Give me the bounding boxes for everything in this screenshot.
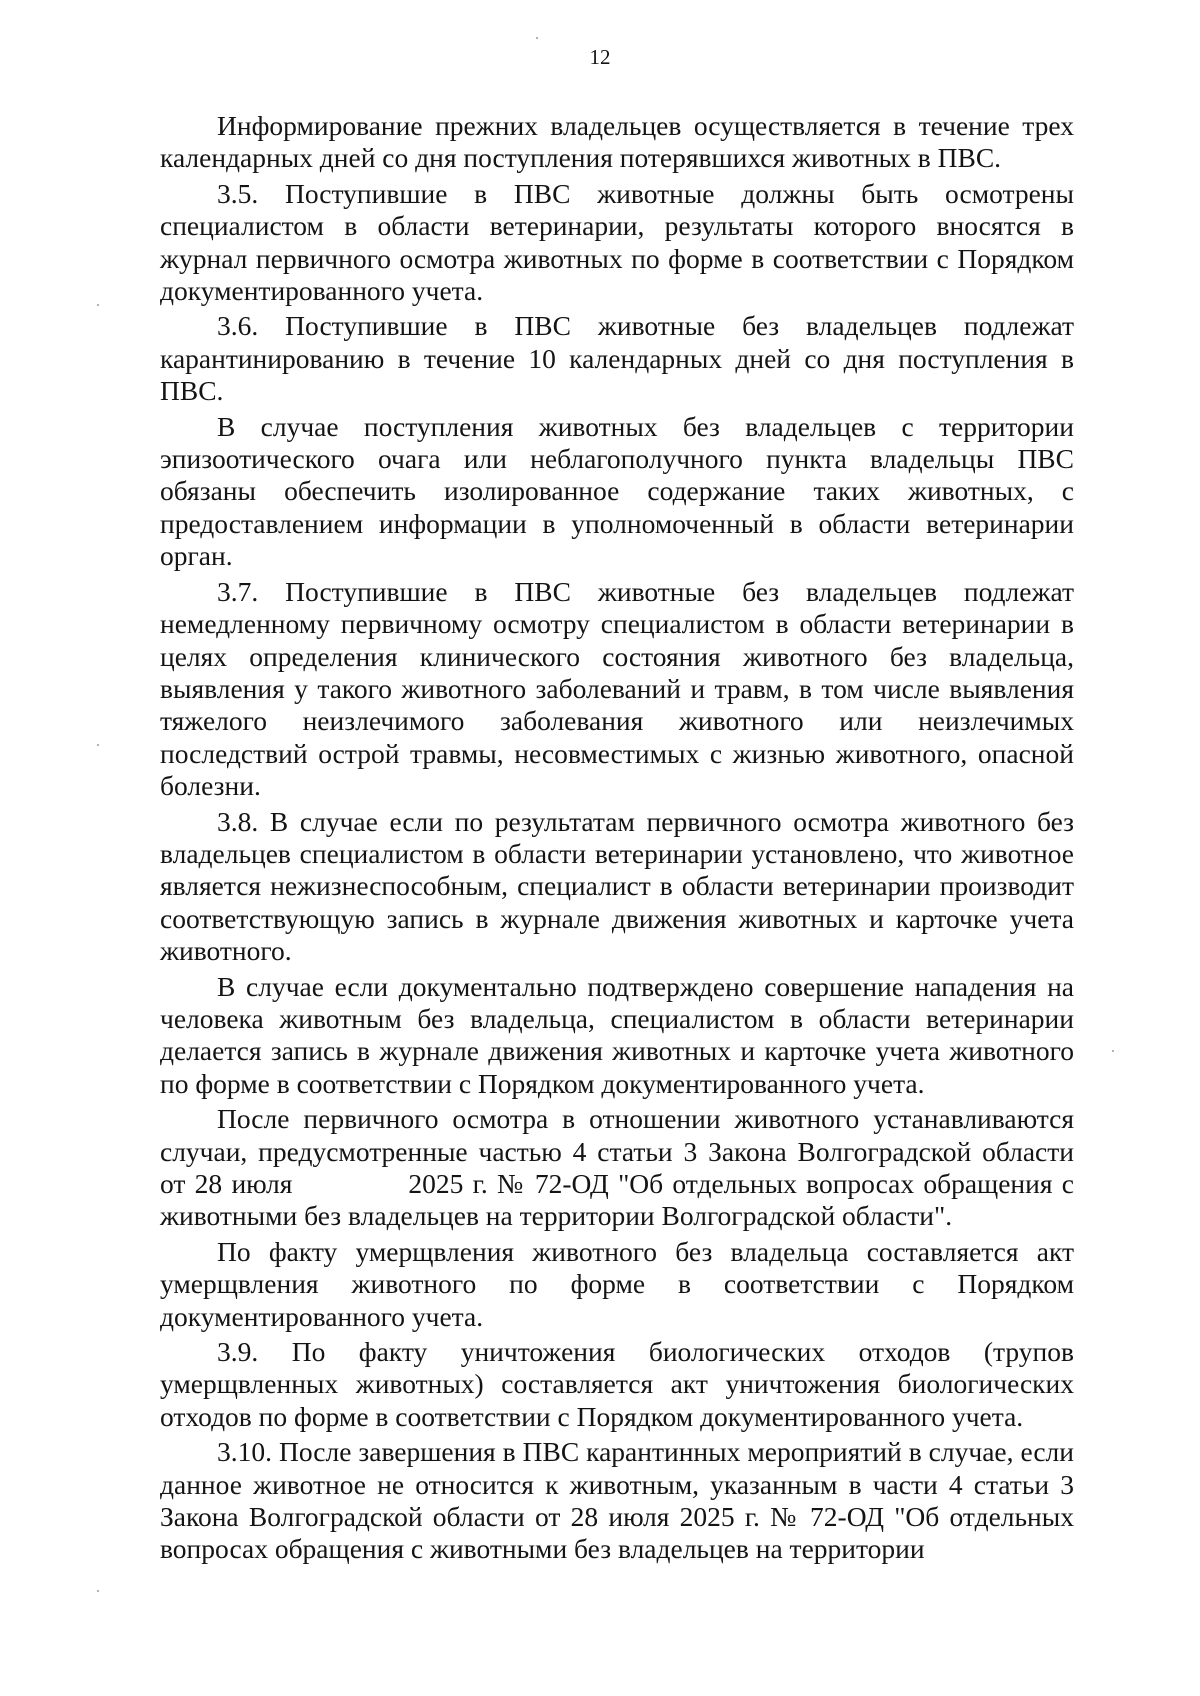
paragraph-3-9: 3.9. По факту уничтожения биологических отходов (трупов умерщвленных животных) составляется акт уничтожения биологических отходов по форме в соответствии с Порядком документированного учета.	[160, 1336, 1074, 1432]
scan-speck	[97, 304, 99, 306]
paragraph-owners-notification: Информирование прежних владельцев осуществляется в течение трех календарных дней со дня поступления потерявшихся животных в ПВС.	[160, 110, 1074, 174]
scan-speck	[536, 37, 538, 39]
paragraph-3-6: 3.6. Поступившие в ПВС животные без владельцев подлежат карантинированию в течение 10 календарных дней со дня поступления в ПВС.	[160, 310, 1074, 407]
paragraph-3-10: 3.10. После завершения в ПВС карантинных мероприятий в случае, если данное животное не относится к животным, указанным в части 4 статьи 3 Закона Волгоградской области от 28 июля 2025 г. № 72-ОД "Об отдельных вопросах обращения с животными без владельцев на территории	[160, 1436, 1074, 1565]
paragraph-after-primary-exam-part-1: После первичного осмотра в отношении животного устанавливаются случаи, предусмотренные частью 4 статьи 3 Закона Волгоградской области от 28 июля	[160, 1103, 1074, 1199]
paragraph-attack: В случае если документально подтверждено совершение нападения на человека животным без владельца, специалистом в области ветеринарии делается запись в журнале движения животных и карточке учета животного по форме в соответствии с Порядком документированного учета.	[160, 970, 1074, 1099]
scan-speck	[1112, 1050, 1114, 1052]
paragraph-after-primary-exam	[160, 1103, 1074, 1233]
paragraph-3-5: 3.5. Поступившие в ПВС животные должны быть осмотрены специалистом в области ветеринарии, результаты которого вносятся в журнал первичного осмотра животных по форме в соответствии с Порядком документированного учета.	[160, 177, 1074, 307]
document-body	[160, 110, 1074, 1569]
scan-speck	[97, 744, 99, 746]
paragraph-3-8: 3.8. В случае если по результатам первичного осмотра животного без владельцев специалистом в области ветеринарии установлено, что животное является нежизнеспособным, специалист в области ветеринарии производит соответствующую запись в журнале движения животных и карточке учета животного.	[160, 805, 1074, 967]
paragraph-euthanasia-act: По факту умерщвления животного без владельца составляется акт умерщвления животного по форме в соответствии с Порядком документированного учета.	[160, 1235, 1074, 1332]
paragraph-after-primary-exam-part-2: 2025 г. № 72-ОД "Об отдельных вопросах обращения с животными без владельцев на территории Волгоградской области".	[160, 1168, 1074, 1232]
paragraph-3-7: 3.7. Поступившие в ПВС животные без владельцев подлежат немедленному первичному осмотру специалистом в области ветеринарии в целях определения клинического состояния животного без владельца, выявления у такого животного заболеваний и травм, в том числе выявления тяжелого неизлечимого заболевания животного или неизлечимых последствий острой травмы, несовместимых с жизнью животного, опасной болезни.	[160, 575, 1074, 802]
paragraph-epizootic: В случае поступления животных без владельцев с территории эпизоотического очага или неблагополучного пункта владельцы ПВС обязаны обеспечить изолированное содержание таких животных, с предоставлением информации в уполномоченный в области ветеринарии орган.	[160, 410, 1074, 572]
page-number: 12	[589, 45, 611, 69]
scan-speck	[97, 1590, 99, 1592]
